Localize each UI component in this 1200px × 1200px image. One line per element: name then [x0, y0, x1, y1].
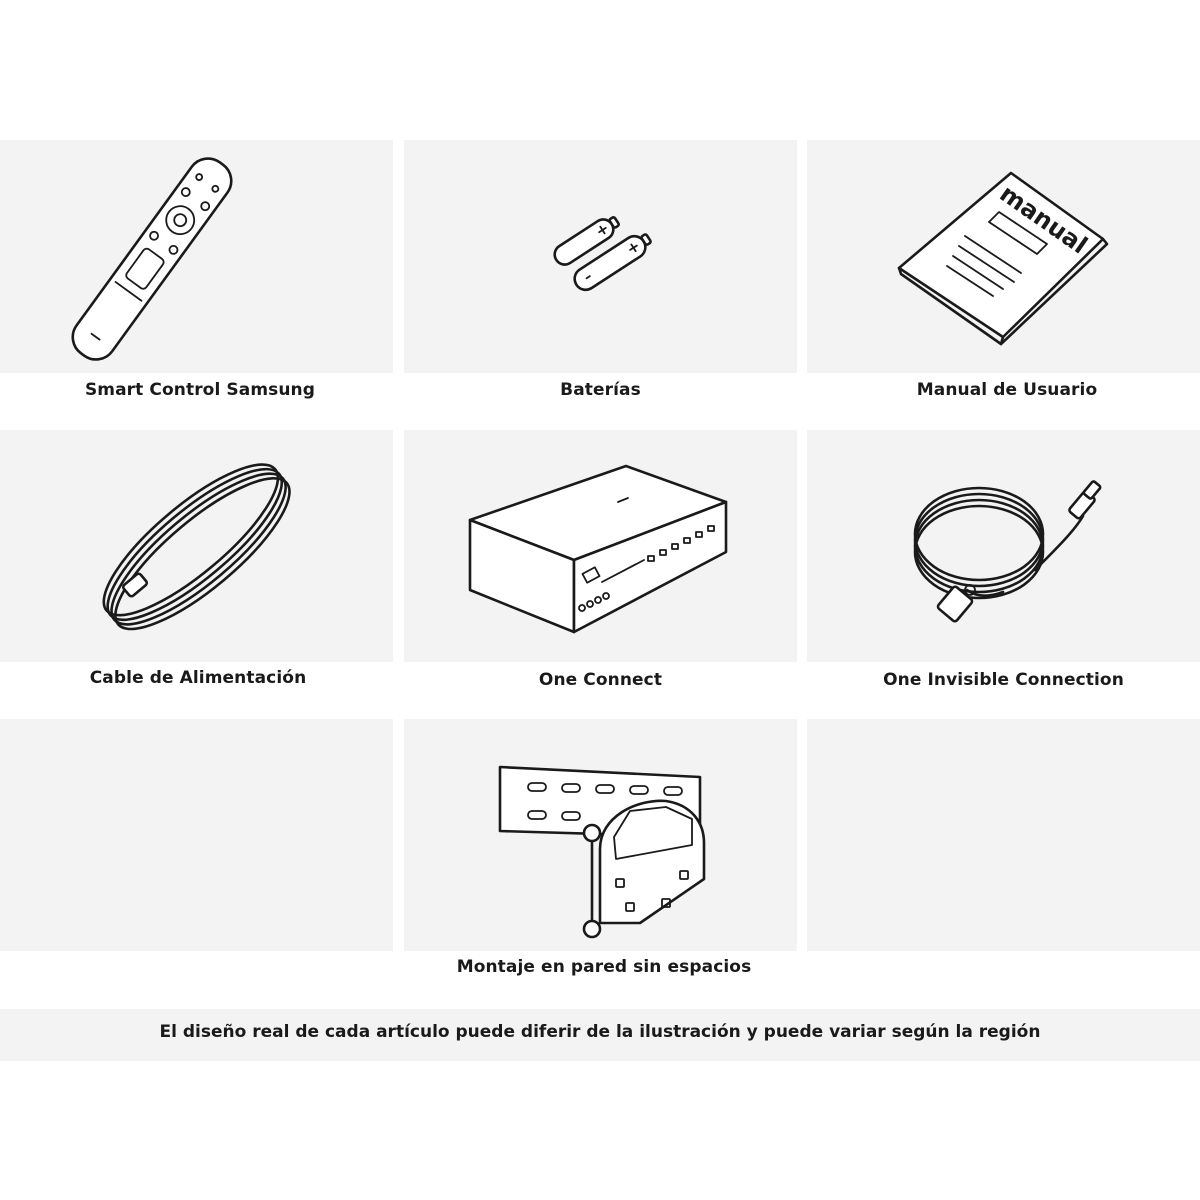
- item-label: Cable de Alimentación: [89, 668, 307, 688]
- item-label: One Connect: [538, 670, 663, 690]
- tile-invisible-connection: [807, 430, 1200, 662]
- manual-book-icon: [807, 140, 1200, 373]
- tile-batteries: [404, 140, 797, 373]
- one-connect-box-icon: [404, 430, 797, 662]
- item-label: Smart Control Samsung: [84, 380, 316, 400]
- tile-manual: [807, 140, 1200, 373]
- disclaimer-text: El diseño real de cada artículo puede diferir de la ilustración y puede variar según la región: [159, 1022, 1041, 1042]
- remote-control-icon: [0, 140, 393, 373]
- tile-remote: [0, 140, 393, 373]
- tile-empty-left: [0, 719, 393, 951]
- tile-wall-mount: [404, 719, 797, 951]
- tile-power-cable: [0, 430, 393, 662]
- power-cable-icon: [0, 430, 393, 662]
- tile-one-connect: [404, 430, 797, 662]
- item-label: One Invisible Connection: [883, 670, 1124, 690]
- item-label: Baterías: [560, 380, 641, 400]
- item-label: Montaje en pared sin espacios: [456, 957, 752, 977]
- tile-empty-right: [807, 719, 1200, 951]
- batteries-icon: [404, 140, 797, 373]
- manual-cover-text: manual: [994, 179, 1093, 260]
- invisible-connection-cable-icon: [807, 430, 1200, 662]
- wall-mount-bracket-icon: [404, 719, 797, 951]
- item-label: Manual de Usuario: [916, 380, 1098, 400]
